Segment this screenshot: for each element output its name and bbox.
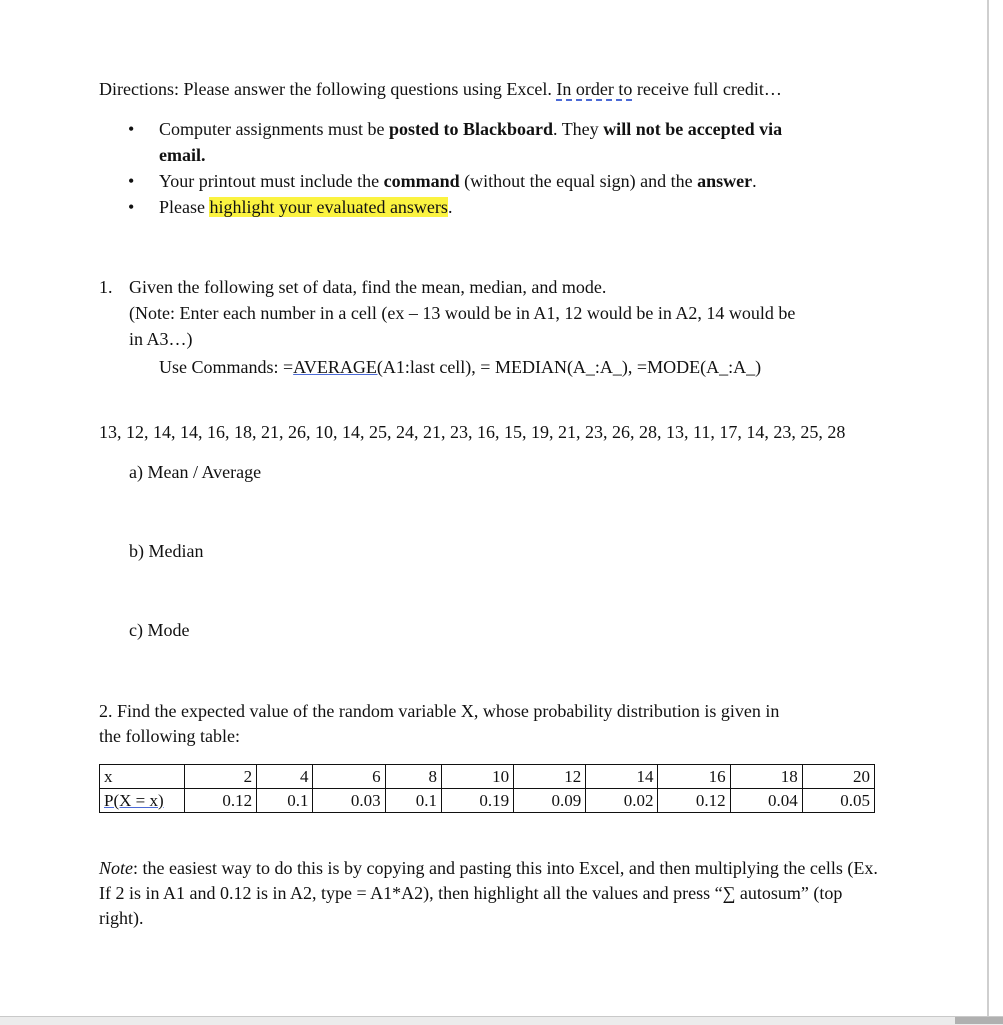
table-cell: 0.12 [185, 789, 257, 813]
table-cell: 0.02 [586, 789, 658, 813]
q1-data-set: 13, 12, 14, 14, 16, 18, 21, 26, 10, 14, 25, 24, 21, 23, 16, 15, 19, 21, 23, 26, 28, 13, 11, 17, 14, 23, 25, 28 [99, 422, 846, 442]
in-order-to-flagged[interactable]: In order to [556, 79, 633, 99]
bullet1-text: Computer assignments must be [159, 119, 389, 139]
directions-prefix: Directions: Please answer the following questions using Excel. [99, 79, 557, 99]
table-cell: 6 [313, 765, 385, 789]
q2-line1: 2. Find the expected value of the random variable X, whose probability distribution is given in [99, 701, 780, 721]
q2-line2: the following table: [99, 726, 240, 746]
bullet1-bold2: will not be accepted via [603, 119, 783, 139]
bullet-item-printout [128, 168, 782, 194]
table-cell: 0.05 [802, 789, 874, 813]
bullet3-text: Please [159, 197, 210, 217]
table-cell: 0.19 [441, 789, 513, 813]
table-cell: 0.12 [658, 789, 730, 813]
bullet-item-blackboard [128, 116, 782, 168]
table-cell: 20 [802, 765, 874, 789]
table-row-p [100, 789, 875, 813]
table-cell: 0.09 [514, 789, 586, 813]
bullet1-text2: . They [553, 119, 604, 139]
note-label: Note [99, 858, 133, 878]
table-cell: 8 [385, 765, 441, 789]
commands-rest: A1:last cell), = MEDIAN(A_:A_), =MODE(A_:A_) [382, 357, 762, 377]
bullet2-text3: . [752, 171, 757, 191]
q1-part-b: b) Median [129, 541, 204, 561]
table-cell: 2 [185, 765, 257, 789]
directions-line [99, 76, 782, 102]
table-cell: 0.1 [385, 789, 441, 813]
bullet3-text2: . [447, 197, 453, 217]
q1-commands [159, 354, 761, 380]
table-row-x [100, 765, 875, 789]
directions-suffix: receive full credit… [632, 79, 782, 99]
bullet-icon: • [128, 171, 135, 191]
bullet1-bold: posted to Blackboard [388, 119, 554, 139]
scrollbar-thumb[interactable] [955, 1017, 1003, 1024]
q1-number: 1. [99, 277, 113, 297]
commands-prefix: Use Commands: = [159, 357, 294, 377]
q2-note [99, 856, 889, 931]
q1-line2: (Note: Enter each number in a cell (ex – 13 would be in A1, 12 would be in A2, 14 would be [129, 303, 796, 323]
bullet-icon: • [128, 119, 135, 139]
table-cell: 12 [514, 765, 586, 789]
table-header-x: x [100, 765, 185, 789]
bullet-item-highlight [128, 194, 782, 220]
bullet2-bold2: answer [697, 171, 753, 191]
page-right-edge [987, 0, 989, 1024]
q1-line1: Given the following set of data, find the mean, median, and mode. [129, 277, 607, 297]
table-header-p [100, 789, 185, 813]
bullet2-text2: (without the equal sign) and the [459, 171, 698, 191]
table-cell: 16 [658, 765, 730, 789]
note-text: : the easiest way to do this is by copying and pasting this into Excel, and then multiplying the cells (Ex. If 2 is in A1 and 0.12 is in A2, type = A1*A2), then highlight all the values and press “∑ autosum” (top right). [99, 858, 878, 928]
table-cell: 14 [586, 765, 658, 789]
table-cell: 0.1 [257, 789, 313, 813]
p-header-text: P(X = x) [104, 791, 164, 810]
table-cell: 0.04 [730, 789, 802, 813]
bullet-icon: • [128, 197, 135, 217]
table-cell: 18 [730, 765, 802, 789]
bullet1-email: email. [159, 145, 206, 165]
q1-part-a: a) Mean / Average [129, 462, 262, 482]
table-cell: 10 [441, 765, 513, 789]
probability-distribution-table [99, 764, 875, 813]
bullet2-bold: command [383, 171, 460, 191]
bullet2-text: Your printout must include the [159, 171, 384, 191]
table-cell: 4 [257, 765, 313, 789]
q1-line3: in A3…) [129, 329, 193, 349]
directions-bullet-list [128, 116, 782, 220]
q1-part-c: c) Mode [129, 620, 190, 640]
table-cell: 0.03 [313, 789, 385, 813]
highlighted-text: highlight your evaluated answers [209, 197, 448, 217]
average-function-link[interactable]: AVERAGE( [293, 357, 383, 377]
